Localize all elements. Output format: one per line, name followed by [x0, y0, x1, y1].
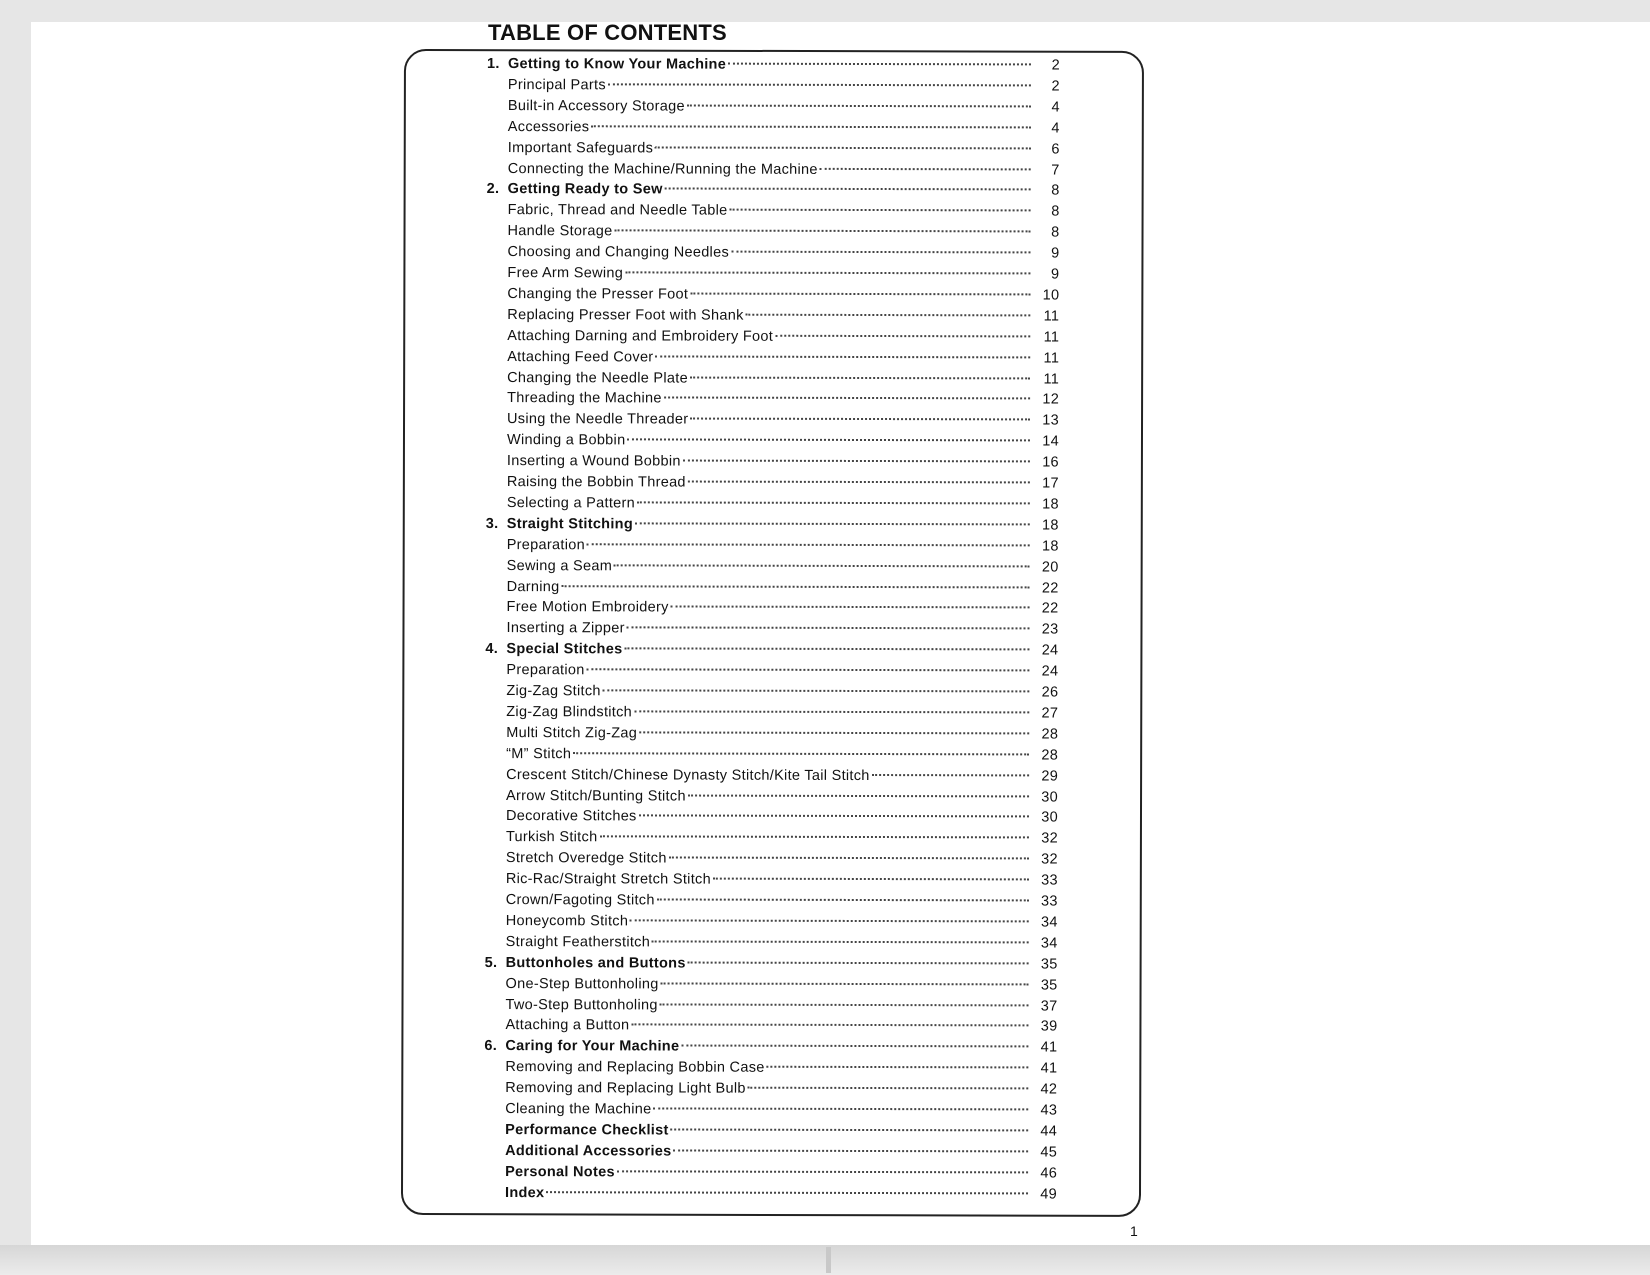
entry-page-number: 41: [1040, 1060, 1058, 1077]
page-title: TABLE OF CONTENTS: [488, 20, 727, 45]
dot-leader: [688, 481, 1030, 484]
entry-title: Zig-Zag Blindstitch: [506, 703, 633, 721]
toc-entry: [485, 723, 1058, 745]
entry-page-number: 10: [1042, 287, 1060, 304]
dot-leader: [688, 961, 1029, 964]
dot-leader: [627, 627, 1030, 630]
toc-entry: [484, 1078, 1057, 1100]
binding-fold-mark: [826, 1247, 831, 1273]
dot-leader: [617, 1170, 1028, 1173]
entry-page-number: 33: [1041, 872, 1058, 889]
entry-page-number: 9: [1051, 266, 1060, 283]
toc-entry: [487, 200, 1060, 222]
toc-entry: [485, 765, 1058, 787]
entry-page-number: 26: [1041, 684, 1059, 701]
entry-page-number: 35: [1040, 956, 1058, 973]
dot-leader: [731, 251, 1030, 254]
dot-leader: [546, 1191, 1028, 1194]
entry-page-number: 8: [1051, 203, 1060, 220]
entry-title: Two-Step Buttonholing: [505, 996, 658, 1013]
entry-page-number: 11: [1043, 350, 1060, 367]
dot-leader: [681, 1045, 1028, 1048]
entry-title: Cleaning the Machine: [505, 1101, 652, 1118]
section-number: 2.: [486, 181, 500, 198]
entry-title: Straight Stitching: [506, 515, 634, 533]
entry-title: Principal Parts: [507, 76, 606, 94]
entry-page-number: 11: [1043, 370, 1060, 387]
toc-entry: [486, 430, 1059, 452]
toc-section-entry: [484, 1162, 1057, 1184]
section-number: 1.: [486, 55, 500, 73]
toc-entry: [485, 806, 1058, 828]
entry-title: Using the Needle Threader: [507, 411, 689, 428]
entry-page-number: 9: [1051, 245, 1060, 262]
dot-leader: [775, 334, 1030, 337]
toc-entry: [486, 347, 1059, 369]
entry-title: Additional Accessories: [505, 1142, 672, 1160]
toc-entry: [486, 576, 1059, 598]
entry-title: Attaching Darning and Embroidery Foot: [507, 327, 774, 345]
dot-leader: [664, 397, 1030, 400]
dot-leader: [639, 815, 1029, 818]
entry-page-number: 7: [1051, 161, 1060, 178]
dot-leader: [748, 1087, 1029, 1090]
entry-title: Personal Notes: [505, 1163, 615, 1181]
dot-leader: [671, 606, 1030, 609]
dot-leader: [615, 230, 1031, 233]
entry-title: Connecting the Machine/Running the Machine: [507, 160, 818, 178]
entry-title: Zig-Zag Stitch: [506, 683, 601, 700]
dot-leader: [599, 836, 1029, 839]
entry-page-number: 8: [1051, 182, 1060, 199]
toc-section-entry: [484, 1036, 1057, 1058]
entry-title: Winding a Bobbin: [506, 432, 626, 449]
entry-page-number: 44: [1040, 1123, 1058, 1140]
dot-leader: [820, 167, 1031, 170]
dot-leader: [669, 857, 1029, 860]
dot-leader: [674, 1149, 1029, 1152]
entry-title: “M” Stitch: [506, 745, 572, 762]
dot-leader: [688, 794, 1029, 797]
entry-page-number: 18: [1041, 538, 1059, 555]
entry-title: Caring for Your Machine: [505, 1038, 680, 1055]
dot-leader: [635, 522, 1030, 525]
toc-entry: [487, 117, 1060, 139]
entry-title: Preparation: [506, 662, 585, 679]
dot-leader: [630, 919, 1029, 922]
toc-section-entry: [487, 179, 1060, 201]
dot-leader: [603, 689, 1030, 692]
entry-title: Stretch Overedge Stitch: [505, 850, 667, 867]
toc-entry: [485, 911, 1058, 933]
entry-title: Straight Featherstitch: [505, 933, 651, 951]
toc-entry: [486, 493, 1059, 515]
entry-page-number: 12: [1042, 391, 1060, 408]
toc-entry: [485, 869, 1058, 891]
entry-page-number: 34: [1040, 935, 1058, 952]
entry-page-number: 37: [1040, 997, 1058, 1014]
dot-leader: [654, 1107, 1029, 1110]
entry-title: Turkish Stitch: [505, 829, 598, 846]
toc-entry: [487, 138, 1060, 160]
entry-page-number: 14: [1042, 433, 1060, 450]
entry-page-number: 16: [1042, 454, 1059, 471]
entry-title: Attaching Feed Cover: [507, 348, 654, 366]
entry-page-number: 29: [1041, 768, 1059, 785]
toc-entry: [486, 284, 1059, 306]
entry-page-number: 17: [1042, 475, 1059, 492]
toc-entry: [485, 702, 1058, 724]
entry-page-number: 4: [1051, 99, 1060, 116]
dot-leader: [671, 1128, 1029, 1131]
dot-leader: [683, 460, 1030, 463]
dot-leader: [655, 146, 1031, 149]
dot-leader: [631, 1024, 1028, 1027]
entry-title: Raising the Bobbin Thread: [506, 474, 686, 491]
entry-title: Inserting a Wound Bobbin: [506, 453, 681, 470]
entry-page-number: 42: [1040, 1081, 1058, 1098]
entry-page-number: 6: [1051, 141, 1060, 158]
dot-leader: [639, 731, 1029, 734]
toc-entry: [485, 744, 1058, 766]
entry-title: Attaching a Button: [505, 1017, 630, 1034]
toc-entry: [486, 388, 1059, 410]
toc-entry: [484, 994, 1057, 1016]
entry-title: Honeycomb Stitch: [505, 912, 629, 930]
entry-title: Crown/Fagoting Stitch: [505, 892, 655, 909]
entry-page-number: 28: [1041, 726, 1059, 743]
entry-title: Replacing Presser Foot with Shank: [507, 306, 744, 324]
entry-title: Getting Ready to Sew: [507, 181, 663, 198]
section-number: 5.: [484, 954, 498, 971]
toc-entry: [486, 305, 1059, 327]
entry-page-number: 45: [1040, 1144, 1058, 1161]
entry-page-number: 8: [1051, 224, 1060, 241]
toc-entry: [486, 451, 1059, 473]
section-number: 3.: [485, 515, 499, 532]
toc-entry: [485, 848, 1058, 870]
toc-entry: [486, 556, 1059, 578]
toc-list: [0, 53, 1650, 1207]
dot-leader: [657, 898, 1029, 901]
toc-entry: [486, 535, 1059, 557]
toc-entry: [486, 242, 1059, 264]
toc-entry: [487, 158, 1060, 180]
entry-page-number: 35: [1040, 977, 1058, 994]
toc-entry: [487, 96, 1060, 118]
entry-title: Getting to Know Your Machine: [507, 56, 727, 73]
dot-leader: [587, 543, 1030, 546]
entry-page-number: 4: [1051, 120, 1060, 137]
entry-title: Accessories: [507, 118, 590, 135]
toc-entry: [484, 1057, 1057, 1079]
toc-section-entry: [486, 514, 1059, 536]
entry-page-number: 34: [1040, 914, 1058, 931]
dot-leader: [624, 648, 1029, 651]
entry-title: Multi Stitch Zig-Zag: [506, 724, 638, 742]
toc-entry: [485, 827, 1058, 849]
entry-page-number: 24: [1041, 642, 1059, 659]
entry-title: Removing and Replacing Bobbin Case: [505, 1059, 765, 1076]
entry-page-number: 33: [1041, 893, 1058, 910]
toc-entry: [485, 932, 1058, 954]
dot-leader: [627, 439, 1030, 442]
dot-leader: [730, 209, 1031, 212]
entry-title: Removing and Replacing Light Bulb: [505, 1080, 746, 1097]
toc-entry: [485, 890, 1058, 912]
entry-title: One-Step Buttonholing: [505, 975, 659, 993]
toc-section-entry: [487, 54, 1060, 76]
entry-title: Inserting a Zipper: [506, 620, 625, 637]
entry-title: Crescent Stitch/Chinese Dynasty Stitch/Kite Tail Stitch: [506, 766, 870, 784]
scan-bottom-edge: [0, 1245, 1650, 1275]
entry-title: Threading the Machine: [507, 390, 662, 407]
entry-title: Built-in Accessory Storage: [507, 97, 685, 115]
entry-title: Ric-Rac/Straight Stretch Stitch: [505, 871, 711, 888]
dot-leader: [637, 501, 1030, 504]
entry-page-number: 2: [1051, 78, 1060, 95]
entry-title: Index: [504, 1184, 545, 1201]
entry-title: Performance Checklist: [505, 1121, 669, 1139]
toc-section-entry: [485, 953, 1058, 975]
entry-page-number: 18: [1042, 496, 1059, 513]
toc-entry: [485, 785, 1058, 807]
dot-leader: [872, 774, 1029, 776]
entry-page-number: 22: [1041, 579, 1059, 596]
toc-entry: [486, 409, 1059, 431]
toc-entry: [487, 75, 1060, 97]
entry-title: Selecting a Pattern: [506, 494, 636, 512]
entry-page-number: 27: [1041, 705, 1059, 722]
dot-leader: [625, 271, 1030, 274]
entry-page-number: 49: [1040, 1186, 1058, 1203]
dot-leader: [665, 188, 1031, 191]
entry-title: Special Stitches: [506, 641, 623, 658]
entry-page-number: 28: [1041, 747, 1059, 764]
dot-leader: [614, 564, 1030, 567]
entry-title: Preparation: [506, 536, 586, 553]
entry-title: Changing the Presser Foot: [507, 285, 689, 303]
toc-entry: [484, 1015, 1057, 1037]
entry-page-number: 13: [1042, 412, 1060, 429]
page-number: 1: [1130, 1223, 1138, 1239]
entry-page-number: 32: [1041, 830, 1058, 847]
entry-title: Free Arm Sewing: [507, 265, 624, 282]
toc-section-entry: [484, 1120, 1057, 1142]
entry-page-number: 41: [1040, 1039, 1058, 1056]
dot-leader: [573, 752, 1029, 755]
entry-page-number: 32: [1041, 851, 1058, 868]
entry-title: Buttonholes and Buttons: [505, 954, 686, 972]
dot-leader: [767, 1066, 1029, 1069]
entry-title: Choosing and Changing Needles: [507, 244, 730, 261]
dot-leader: [687, 104, 1031, 107]
toc-entry: [486, 367, 1059, 389]
dot-leader: [587, 668, 1030, 671]
entry-page-number: 39: [1040, 1018, 1058, 1035]
dot-leader: [661, 982, 1029, 985]
dot-leader: [728, 63, 1031, 66]
dot-leader: [690, 418, 1030, 421]
dot-leader: [655, 355, 1030, 358]
entry-title: Free Motion Embroidery: [506, 599, 669, 616]
dot-leader: [591, 125, 1031, 128]
dot-leader: [652, 940, 1029, 943]
entry-title: Fabric, Thread and Needle Table: [507, 202, 728, 219]
dot-leader: [746, 313, 1031, 316]
entry-title: Changing the Needle Plate: [507, 369, 689, 387]
entry-page-number: 30: [1041, 809, 1059, 826]
entry-page-number: 23: [1041, 621, 1059, 638]
entry-page-number: 11: [1043, 329, 1060, 346]
entry-title: Decorative Stitches: [505, 808, 637, 825]
toc-entry: [486, 472, 1059, 494]
entry-page-number: 43: [1040, 1102, 1058, 1119]
toc-entry: [484, 1099, 1057, 1121]
entry-page-number: 11: [1043, 308, 1060, 325]
toc-entry: [486, 597, 1059, 619]
toc-entry: [485, 681, 1058, 703]
entry-title: Handle Storage: [507, 223, 613, 240]
entry-page-number: 24: [1041, 663, 1059, 680]
section-number: 4.: [485, 641, 499, 658]
dot-leader: [690, 376, 1030, 379]
entry-page-number: 46: [1040, 1165, 1058, 1182]
toc-entry: [486, 326, 1059, 348]
dot-leader: [660, 1003, 1029, 1006]
entry-title: Darning: [506, 578, 560, 595]
toc-section-entry: [484, 1141, 1057, 1163]
toc-entry: [487, 221, 1060, 243]
toc-section-entry: [485, 639, 1058, 661]
dot-leader: [713, 878, 1029, 881]
dot-leader: [561, 585, 1029, 588]
section-number: 6.: [484, 1038, 498, 1055]
toc-entry: [485, 618, 1058, 640]
dot-leader: [690, 292, 1030, 295]
entry-page-number: 18: [1042, 517, 1059, 534]
entry-title: Important Safeguards: [507, 139, 654, 157]
entry-title: Arrow Stitch/Bunting Stitch: [506, 787, 686, 805]
toc-entry: [485, 974, 1058, 996]
toc-entry: [485, 660, 1058, 682]
entry-page-number: 20: [1041, 559, 1059, 576]
entry-page-number: 2: [1051, 57, 1060, 74]
toc-entry: [486, 263, 1059, 285]
entry-page-number: 22: [1041, 600, 1059, 617]
entry-page-number: 30: [1041, 788, 1059, 805]
entry-title: Sewing a Seam: [506, 557, 613, 574]
dot-leader: [634, 710, 1029, 713]
toc-section-entry: [484, 1183, 1057, 1205]
dot-leader: [608, 83, 1031, 86]
